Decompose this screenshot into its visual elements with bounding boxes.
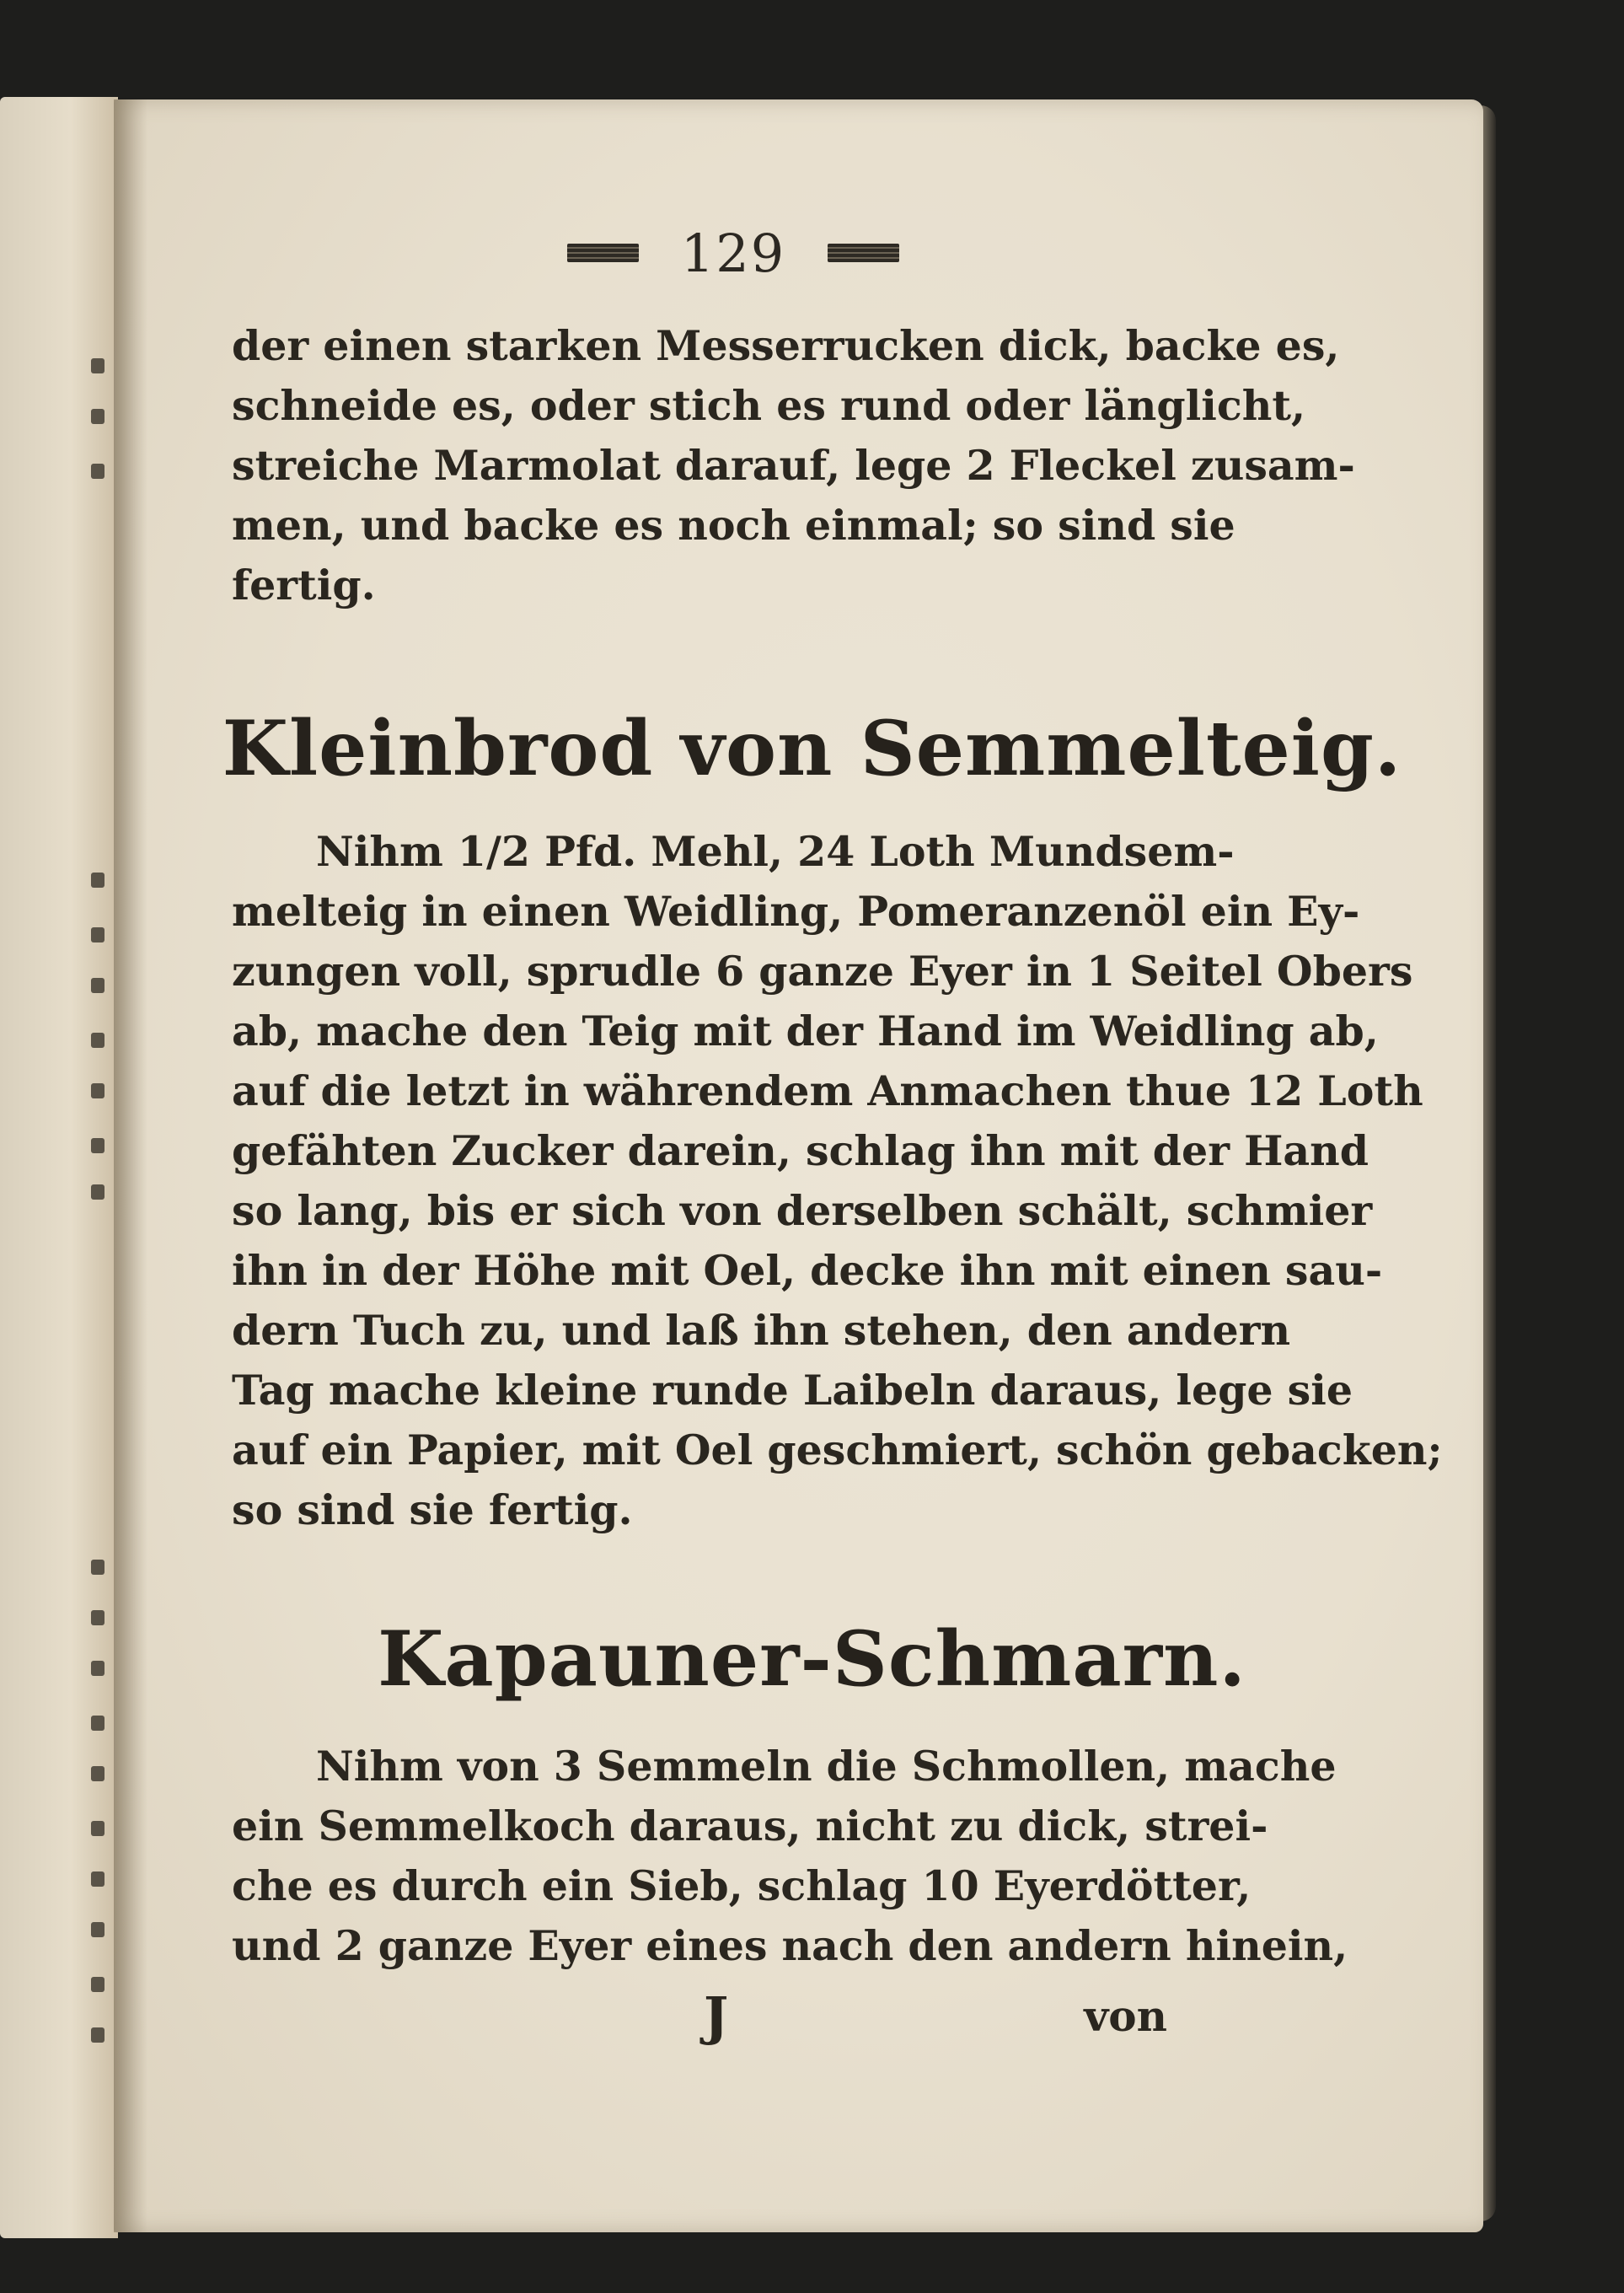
facing-page-glyph — [91, 978, 105, 993]
text-line: schneide es, oder stich es rund oder länglicht, — [232, 381, 1306, 430]
facing-page-glyph — [91, 1716, 105, 1731]
facing-page-glyph — [91, 1184, 105, 1200]
text-line: zungen voll, sprudle 6 ganze Eyer in 1 Seitel Obers — [232, 947, 1413, 996]
facing-page-glyph — [91, 1033, 105, 1048]
text-line: streiche Marmolat darauf, lege 2 Fleckel zusam- — [232, 441, 1355, 490]
page-number: 129 — [680, 222, 786, 284]
facing-page-edge — [0, 97, 118, 2238]
page-footer — [232, 1985, 1167, 2047]
text-line: so lang, bis er sich von derselben schält, schmier — [232, 1186, 1373, 1235]
continuation-paragraph — [232, 316, 1355, 615]
facing-page-glyph — [91, 927, 105, 942]
text-line: ihn in der Höhe mit Oel, decke ihn mit einen sau- — [232, 1246, 1383, 1295]
facing-page-glyph — [91, 1977, 105, 1992]
catchword: von — [1084, 1991, 1167, 2041]
text-line: gefähten Zucker darein, schlag ihn mit der Hand — [232, 1126, 1369, 1175]
section-heading: Kapauner-Schmarn. — [378, 1614, 1246, 1704]
text-line: melteig in einen Weidling, Pomeranzenöl ein Ey- — [232, 887, 1360, 936]
facing-page-glyph — [91, 1922, 105, 1937]
facing-page-glyph — [91, 358, 105, 373]
text-line: Tag mache kleine runde Laibeln daraus, lege sie — [232, 1366, 1353, 1415]
header-ornament-right — [828, 244, 899, 262]
facing-page-glyph — [91, 1560, 105, 1575]
facing-page-glyph — [91, 1138, 105, 1153]
text-line: und 2 ganze Eyer eines nach den andern hinein, — [232, 1921, 1348, 1970]
text-line: so sind sie fertig. — [232, 1485, 633, 1534]
text-line: men, und backe es noch einmal; so sind sie — [232, 501, 1235, 550]
facing-page-glyph — [91, 2027, 105, 2043]
facing-page-glyph — [91, 1821, 105, 1836]
page-gutter — [114, 99, 147, 2232]
page-header — [539, 223, 927, 282]
recipe-paragraph — [232, 1737, 1348, 1976]
header-ornament-left — [567, 244, 639, 262]
text-line: dern Tuch zu, und laß ihn stehen, den andern — [232, 1306, 1291, 1355]
text-line: Nihm 1/2 Pfd. Mehl, 24 Loth Mundsem- — [316, 827, 1235, 876]
facing-page-glyph — [91, 1871, 105, 1887]
text-line: der einen starken Messerrucken dick, backe es, — [232, 321, 1340, 370]
facing-page-glyph — [91, 1766, 105, 1781]
text-line: ein Semmelkoch daraus, nicht zu dick, strei- — [232, 1802, 1268, 1850]
text-line: che es durch ein Sieb, schlag 10 Eyerdötter, — [232, 1861, 1251, 1910]
signature-mark: J — [704, 1985, 729, 2047]
facing-page-glyph — [91, 1083, 105, 1098]
section-heading: Kleinbrod von Semmelteig. — [222, 704, 1402, 793]
text-line: ab, mache den Teig mit der Hand im Weidling ab, — [232, 1007, 1379, 1055]
text-line: auf die letzt in währendem Anmachen thue 12 Loth — [232, 1066, 1423, 1115]
text-line: auf ein Papier, mit Oel geschmiert, schön gebacken; — [232, 1426, 1443, 1474]
facing-page-glyph — [91, 409, 105, 424]
text-line: fertig. — [232, 561, 376, 609]
text-line: Nihm von 3 Semmeln die Schmollen, mache — [316, 1742, 1337, 1791]
facing-page-glyph — [91, 873, 105, 888]
facing-page-glyph — [91, 464, 105, 479]
recipe-paragraph — [232, 822, 1443, 1540]
